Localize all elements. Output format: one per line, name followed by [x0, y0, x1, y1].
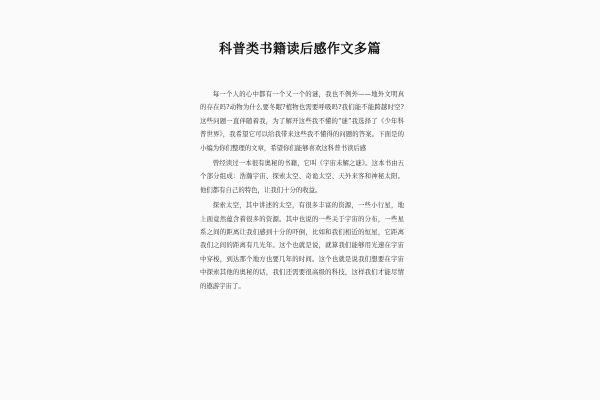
- document-body: [200, 88, 404, 295]
- document-title: 科普类书籍读后感作文多篇: [218, 42, 381, 57]
- paragraph-3: 探索太空，其中讲述的太空，有很多丰富的资源，一些小行星，地上面竟然蕴含着很多的资源。其中也说的一些关于宇宙的分布，一些星系之间的距离让我们感到十分的吓倒，比如和我们相近的恒星，它距离我们之间的距离有几光年。这个也就是说，就算我们能够用光速在宇宙中穿梭，到达那个地方也要几年的时间。这个也就是说我们想要在宇宙中探索其他的奥秘的话，我们还需要很高级的科技，这样我们才能尽情的遨游宇宙了。: [200, 201, 404, 290]
- paragraph-2: 曾经读过一本很有奥秘的书籍，它叫《宇宙未解之谜》。这本书由五个部分组成：浩瀚宇宙、探索太空、奇诡太空、天外来客和神秘太阳。他们都有自己的特色，让我们十分的收益。: [200, 159, 404, 194]
- paragraph-1: 每一个人的心中都有一个又一个的谜，我也不例外——地外文明真的存在吗?动物为什么要冬眠?植物也需要呼吸吗?我们能不能跨越时空?这些问题一直伴随着我，为了解开这些我不懂的“谜”我选择了《少年科普世界》，我希望它可以给我带来这些我不懂得的问题的答案。下面是的小编为你们整理的文章，希望你们能够喜欢这科普书读后感: [200, 90, 404, 152]
